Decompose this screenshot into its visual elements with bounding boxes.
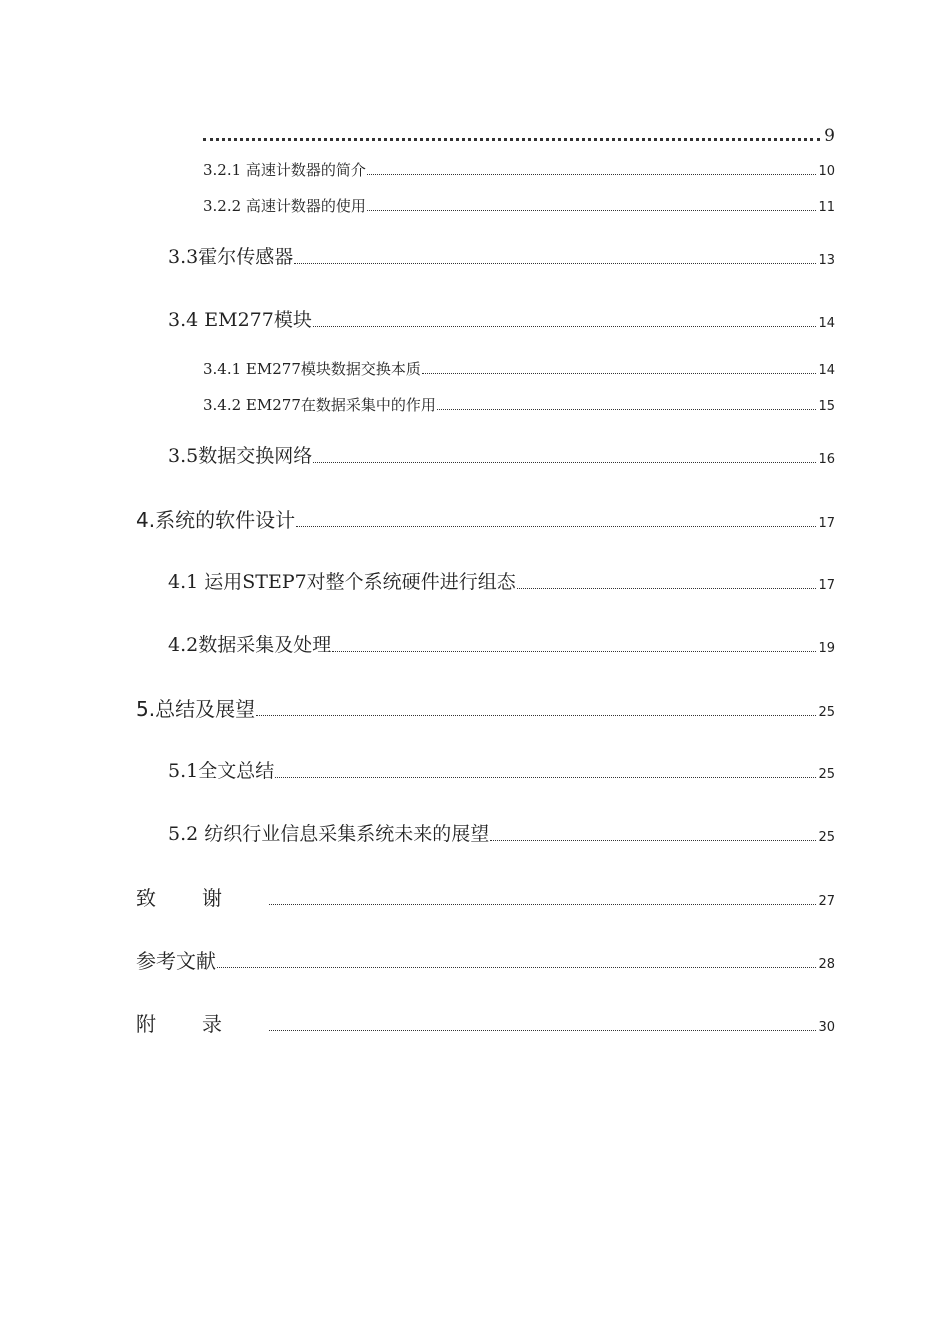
toc-page-number: 14 (818, 316, 835, 331)
toc-entry[interactable] (136, 951, 835, 971)
dot-leader (332, 651, 816, 652)
toc-page-number: 25 (818, 705, 835, 720)
dot-leader (203, 138, 820, 141)
toc-continuation-line (203, 128, 835, 145)
toc-entry-title: 参考文献 (136, 949, 216, 973)
toc-page-number: 10 (818, 164, 835, 179)
toc-entry-title: 3.4 EM277模块 (168, 309, 312, 331)
toc-page-number: 17 (818, 578, 835, 593)
toc-entry-title: 3.2.2 高速计数器的使用 (203, 197, 366, 215)
toc-entry-title: 4.系统的软件设计 (136, 508, 296, 532)
toc-page-number: 15 (818, 399, 835, 414)
dot-leader (517, 588, 817, 589)
toc-page-number: 28 (818, 957, 835, 972)
dot-leader (437, 409, 817, 410)
dot-leader (422, 373, 817, 374)
toc-page-number: 25 (818, 767, 835, 782)
toc-entry-title: 5.1全文总结 (168, 760, 275, 782)
toc-entry-title: 3.2.1 高速计数器的简介 (203, 161, 366, 179)
dot-leader (269, 904, 816, 905)
toc-entry[interactable] (136, 1014, 835, 1034)
dot-leader (296, 526, 816, 527)
toc-entry-title: 3.5数据交换网络 (168, 445, 313, 467)
toc-entry[interactable] (203, 163, 835, 178)
dot-leader (367, 210, 817, 211)
toc-entry-title: 4.2数据采集及处理 (168, 634, 332, 656)
toc-page-number: 9 (824, 126, 835, 146)
dot-leader (217, 967, 816, 968)
toc-entry[interactable] (136, 510, 835, 530)
dot-leader (490, 840, 816, 841)
toc-page-number: 13 (818, 253, 835, 268)
dot-leader (294, 263, 816, 264)
toc-page-number: 17 (818, 516, 835, 531)
dot-leader (313, 462, 816, 463)
toc-entry-title: 附录 (136, 1012, 268, 1036)
toc-entry[interactable] (168, 825, 835, 844)
toc-entry[interactable] (168, 762, 835, 781)
toc-page-number: 11 (818, 200, 835, 215)
dot-leader (313, 326, 817, 327)
toc-entry[interactable] (136, 888, 835, 908)
toc-entry[interactable] (203, 398, 835, 413)
dot-leader (367, 174, 817, 175)
toc-page-number: 16 (818, 452, 835, 467)
toc-page-number: 25 (818, 830, 835, 845)
toc-entry[interactable] (168, 573, 835, 592)
toc-entry-title: 3.4.1 EM277模块数据交换本质 (203, 360, 421, 378)
toc-entry[interactable] (136, 699, 835, 719)
toc-entry[interactable] (203, 362, 835, 377)
toc-page-number: 14 (818, 363, 835, 378)
toc-entry-title: 4.1 运用STEP7对整个系统硬件进行组态 (168, 571, 516, 593)
dot-leader (269, 1030, 816, 1031)
toc-entry-title: 3.4.2 EM277在数据采集中的作用 (203, 396, 436, 414)
dot-leader (256, 715, 816, 716)
toc-page-number: 19 (818, 641, 835, 656)
dot-leader (275, 777, 816, 778)
toc-entry[interactable] (168, 248, 835, 267)
toc-entry-title: 致谢 (136, 886, 268, 910)
toc-entry-title: 3.3霍尔传感器 (168, 246, 294, 268)
toc-entry[interactable] (168, 311, 835, 330)
toc-entry-title: 5.总结及展望 (136, 697, 256, 721)
toc-entry[interactable] (168, 636, 835, 655)
toc-page-number: 30 (818, 1020, 835, 1035)
toc-entry[interactable] (168, 447, 835, 466)
toc-page-number: 27 (818, 894, 835, 909)
toc-entry[interactable] (203, 199, 835, 214)
toc-entry-title: 5.2 纺织行业信息采集系统未来的展望 (168, 823, 490, 845)
